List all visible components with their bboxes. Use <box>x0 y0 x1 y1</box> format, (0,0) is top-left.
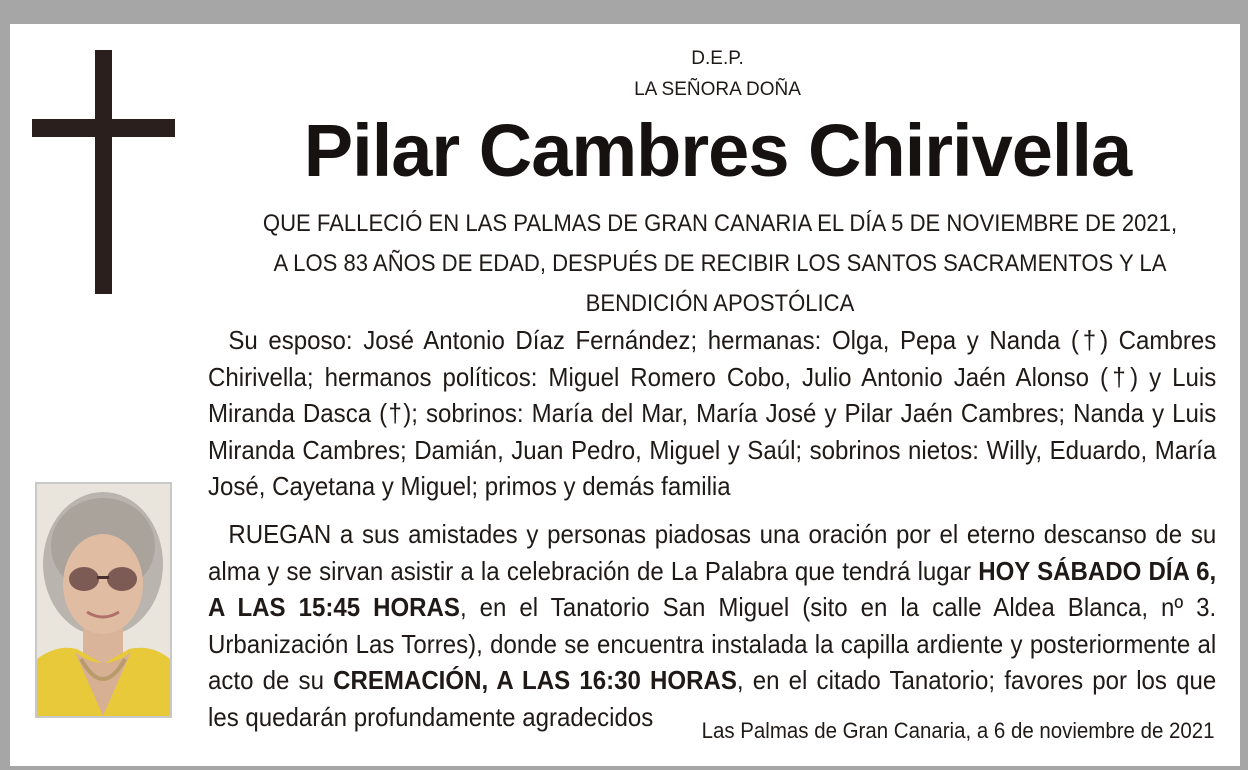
deceased-photo <box>35 482 172 718</box>
mass-time: HOY SÁBADO DÍA 6, A LAS 15:45 HORAS <box>208 555 1217 622</box>
deceased-name: Pilar Cambres Chirivella <box>303 109 1132 192</box>
death-announcement: QUE FALLECIÓ EN LAS PALMAS DE GRAN CANARIA EL DÍA 5 DE NOVIEMBRE DE 2021, A LOS 83 AÑOS DE EDAD, DESPUÉS DE RECIBIR LOS SANTOS SACRAMENTOS Y LA BENDICIÓN APOSTÓLICA <box>262 210 1178 317</box>
request-text <box>208 516 1216 735</box>
honorific-title: LA SEÑORA DOÑA <box>634 79 801 100</box>
request-text-part3: , en el citado Tanatorio; favores por los que les quedarán profundamente agradecidos <box>208 665 1217 732</box>
cremation-time: CREMACIÓN, A LAS 16:30 HORAS <box>333 665 737 695</box>
request-paragraph <box>208 516 1216 735</box>
request-text-part1: RUEGAN a sus amistades y personas piadosas una oración por el eterno descanso de su alma y se sirvan asistir a la celebración de La Palabra que tendrá lugar <box>208 519 1217 586</box>
request-text-part2: , en el Tanatorio San Miguel (sito en la calle Aldea Blanca, nº 3. Urbanización Las Torres), donde se encuentra instalada la capilla ardiente y posteriormente al acto de su <box>208 592 1217 695</box>
obituary-page <box>10 24 1240 766</box>
place-date: Las Palmas de Gran Canaria, a 6 de noviembre de 2021 <box>702 718 1215 743</box>
dep-label: D.E.P. <box>691 48 744 69</box>
family-paragraph <box>208 322 1216 505</box>
family-text: Su esposo: José Antonio Díaz Fernández; hermanas: Olga, Pepa y Nanda (†) Cambres Chirivella; hermanos políticos: Miguel Romero Cobo, Julio Antonio Jaén Alonso (†) y Luis Miranda Dasca (†); sobrinos: María del Mar, María José y Pilar Jaén Cambres; Nanda y Luis Miranda Cambres; Damián, Juan Pedro, Miguel y Saúl; sobrinos nietos: Willy, Eduardo, María José, Cayetana y Miguel; primos y demás familia <box>208 325 1217 501</box>
